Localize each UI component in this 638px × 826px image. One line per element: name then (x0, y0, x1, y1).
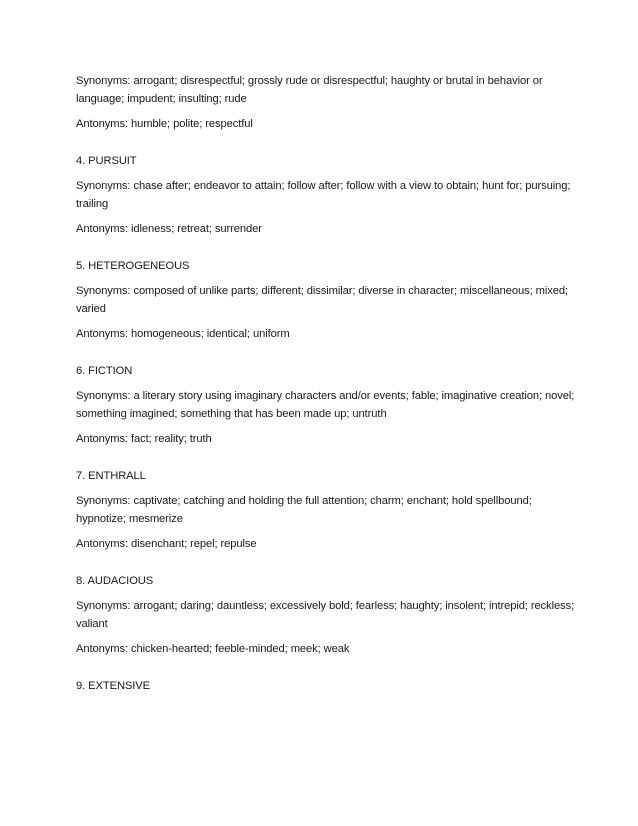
entry-3-continued (76, 72, 576, 133)
entry-heading: 7. ENTHRALL (76, 470, 146, 482)
antonyms-text: Antonyms: idleness; retreat; surrender (76, 223, 262, 235)
synonyms-text: Synonyms: captivate; catching and holding the full attention; charm; enchant; hold spellbound; hypnotize; mesmerize (76, 495, 532, 525)
synonyms-text: Synonyms: arrogant; disrespectful; grossly rude or disrespectful; haughty or brutal in behavior or language; impudent; insulting; rude (76, 75, 543, 105)
antonyms-text: Antonyms: disenchant; repel; repulse (76, 538, 257, 550)
entry-heading: 9. EXTENSIVE (76, 680, 151, 692)
entry-audacious (76, 572, 576, 658)
entry-enthrall (76, 467, 576, 553)
entry-heading: 4. PURSUIT (76, 155, 137, 167)
antonyms-text: Antonyms: chicken-hearted; feeble-minded; meek; weak (76, 643, 350, 655)
entry-heading: 6. FICTION (76, 365, 133, 377)
synonyms-text: Synonyms: chase after; endeavor to attain; follow after; follow with a view to obtain; hunt for; pursuing; trailing (76, 180, 571, 210)
document-body (76, 72, 576, 702)
entry-heterogeneous (76, 257, 576, 343)
entry-fiction (76, 362, 576, 448)
antonyms-text: Antonyms: fact; reality; truth (76, 433, 212, 445)
entry-extensive (76, 677, 576, 695)
entry-pursuit (76, 152, 576, 238)
synonyms-text: Synonyms: composed of unlike parts; different; dissimilar; diverse in character; miscellaneous; mixed; varied (76, 285, 569, 315)
antonyms-text: Antonyms: homogeneous; identical; uniform (76, 328, 290, 340)
entry-heading: 8. AUDACIOUS (76, 575, 154, 587)
synonyms-text: Synonyms: a literary story using imaginary characters and/or events; fable; imaginative creation; novel; something imagined; something that has been made up; untruth (76, 390, 575, 420)
antonyms-text: Antonyms: humble; polite; respectful (76, 118, 253, 130)
entry-heading: 5. HETEROGENEOUS (76, 260, 190, 272)
synonyms-text: Synonyms: arrogant; daring; dauntless; excessively bold; fearless; haughty; insolent; intrepid; reckless; valiant (76, 600, 575, 630)
